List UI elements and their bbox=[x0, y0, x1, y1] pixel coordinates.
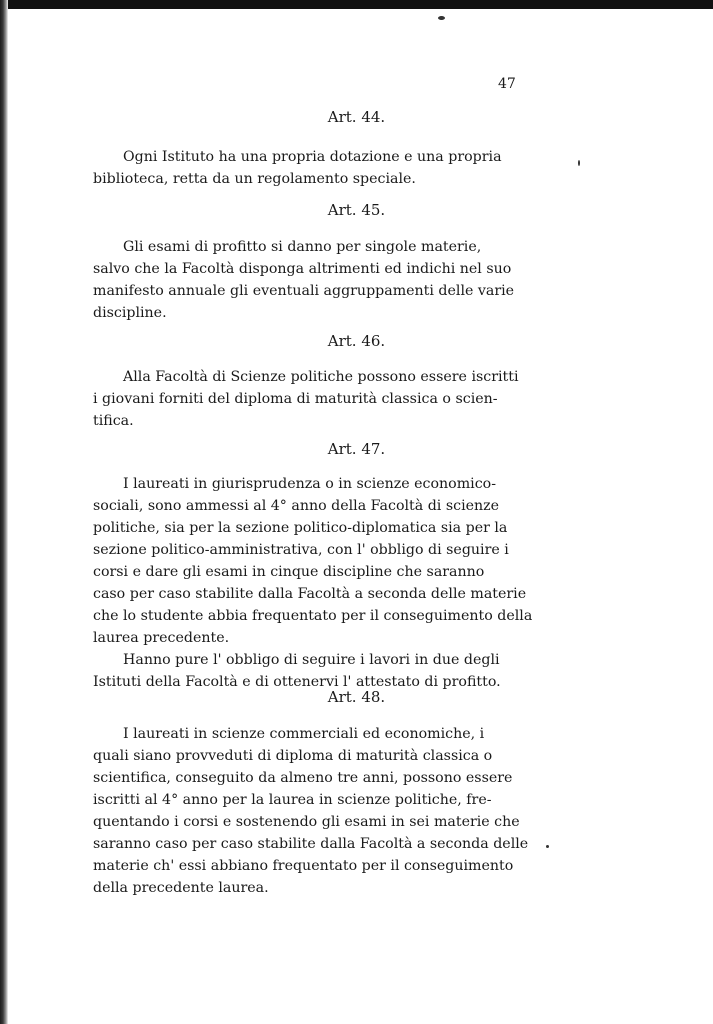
page-number: 47 bbox=[498, 76, 516, 92]
article-heading-44: Art. 44. bbox=[327, 108, 386, 126]
article-heading-46: Art. 46. bbox=[327, 332, 386, 350]
text-line: quentando i corsi e sostenendo gli esami in sei materie che bbox=[93, 814, 520, 830]
text-line: sociali, sono ammessi al 4° anno della Facoltà di scienze bbox=[93, 498, 500, 514]
article-heading-45: Art. 45. bbox=[327, 201, 386, 219]
text-line: I laureati in scienze commerciali ed economiche, i bbox=[123, 726, 485, 742]
text-line: sezione politico-amministrativa, con l' obbligo di seguire i bbox=[93, 542, 509, 558]
text-line: caso per caso stabilite dalla Facoltà a seconda delle materie bbox=[93, 586, 527, 602]
article-44-paragraph-1 bbox=[93, 146, 527, 190]
text-line: materie ch' essi abbiano frequentato per il conseguimento bbox=[93, 858, 514, 874]
article-48-paragraph-1 bbox=[93, 723, 527, 899]
article-heading-48: Art. 48. bbox=[327, 688, 386, 706]
text-line: quali siano provveduti di diploma di maturità classica o bbox=[93, 748, 493, 764]
text-line: Istituti della Facoltà e di ottenervi l' attestato di profitto. bbox=[93, 674, 501, 690]
scan-top-edge bbox=[0, 0, 713, 9]
text-line: laurea precedente. bbox=[93, 630, 230, 646]
text-line: biblioteca, retta da un regolamento speciale. bbox=[93, 171, 416, 187]
text-line: I laureati in giurisprudenza o in scienze economico- bbox=[123, 476, 496, 492]
text-line: tifica. bbox=[93, 413, 134, 429]
text-line: corsi e dare gli esami in cinque discipline che saranno bbox=[93, 564, 485, 580]
scan-speck bbox=[578, 160, 580, 166]
text-line: scientifica, conseguito da almeno tre anni, possono essere bbox=[93, 770, 513, 786]
article-47-paragraph-2 bbox=[93, 649, 527, 693]
text-line: i giovani forniti del diploma di maturità classica o scien- bbox=[93, 391, 498, 407]
article-heading-47: Art. 47. bbox=[327, 440, 386, 458]
article-45-paragraph-1 bbox=[93, 236, 527, 324]
text-line: Ogni Istituto ha una propria dotazione e una propria bbox=[123, 149, 502, 165]
text-line: della precedente laurea. bbox=[93, 880, 269, 896]
text-line: manifesto annuale gli eventuali aggruppamenti delle varie bbox=[93, 283, 515, 299]
text-line: Alla Facoltà di Scienze politiche possono essere iscritti bbox=[123, 369, 519, 385]
text-line: salvo che la Facoltà disponga altrimenti ed indichi nel suo bbox=[93, 261, 512, 277]
scan-speck bbox=[438, 16, 445, 20]
text-line: saranno caso per caso stabilite dalla Facoltà a seconda delle bbox=[93, 836, 529, 852]
text-line: discipline. bbox=[93, 305, 167, 321]
article-47-paragraph-1 bbox=[93, 473, 533, 649]
scan-speck bbox=[546, 845, 549, 848]
text-line: Hanno pure l' obbligo di seguire i lavori in due degli bbox=[123, 652, 500, 668]
text-line: che lo studente abbia frequentato per il conseguimento della bbox=[93, 608, 533, 624]
text-line: politiche, sia per la sezione politico-diplomatica sia per la bbox=[93, 520, 508, 536]
article-46-paragraph-1 bbox=[93, 366, 527, 432]
text-line: iscritti al 4° anno per la laurea in scienze politiche, fre- bbox=[93, 792, 492, 808]
scan-left-edge bbox=[0, 0, 8, 1024]
text-line: Gli esami di profitto si danno per singole materie, bbox=[123, 239, 482, 255]
